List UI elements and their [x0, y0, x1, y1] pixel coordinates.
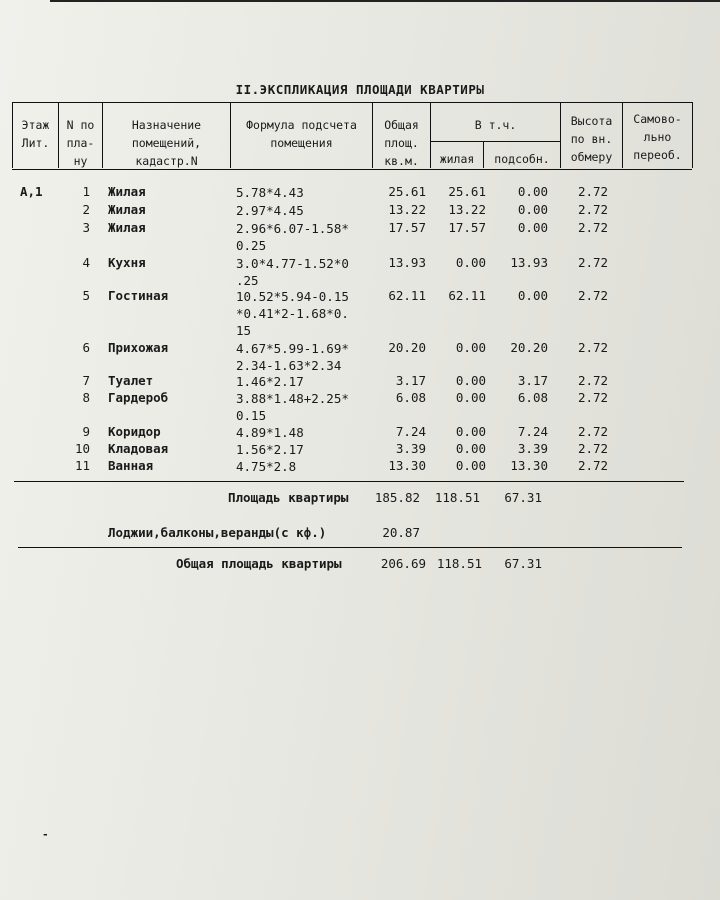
room-number: 11: [74, 458, 90, 473]
grand-total-total: 206.69: [380, 556, 426, 571]
formula-line: 0.15: [236, 408, 267, 423]
room-name: Жилая: [108, 220, 146, 235]
header-floor: Этаж Лит.: [21, 118, 50, 150]
room-formula: [236, 458, 296, 475]
room-formula: [236, 424, 304, 441]
room-name: Жилая: [108, 184, 146, 199]
room-living-area: 13.22: [448, 202, 486, 217]
room-living-area: 0.00: [455, 424, 486, 439]
room-auxiliary-area: 7.24: [517, 424, 548, 439]
room-formula: [236, 288, 349, 339]
top-edge-line: [50, 0, 720, 2]
room-living-area: 0.00: [455, 390, 486, 405]
room-height: 2.72: [577, 373, 609, 388]
room-number: 2: [82, 202, 90, 217]
document-title: II.ЭКСПЛИКАЦИЯ ПЛОЩАДИ КВАРТИРЫ: [235, 82, 485, 97]
room-total-area: 17.57: [388, 220, 426, 235]
room-number: 9: [82, 424, 90, 439]
room-living-area: 0.00: [455, 458, 486, 473]
header-formula: Формула подсчета помещения: [246, 118, 357, 150]
room-number: 7: [82, 373, 90, 388]
room-height: 2.72: [577, 390, 609, 405]
apartment-area-living: 118.51: [434, 490, 480, 505]
formula-line: 4.67*5.99-1.69*: [236, 341, 349, 356]
margin-mark: -: [42, 828, 49, 841]
formula-line: 1.46*2.17: [236, 374, 304, 389]
header-auxiliary: подсобн.: [494, 152, 550, 166]
room-height: 2.72: [577, 184, 609, 199]
header-plan-no: N по пла- ну: [66, 118, 95, 168]
room-total-area: 13.22: [388, 202, 426, 217]
room-total-area: 25.61: [388, 184, 426, 199]
room-total-area: 13.93: [388, 255, 426, 270]
apartment-area-total: 185.82: [374, 490, 420, 505]
room-living-area: 17.57: [448, 220, 486, 235]
formula-line: 0.25: [236, 238, 267, 253]
header-unauthorized: Самово- льно переоб.: [633, 112, 682, 162]
room-height: 2.72: [577, 220, 609, 235]
room-number: 8: [82, 390, 90, 405]
header-subdivider: [430, 141, 560, 142]
room-name: Кладовая: [108, 441, 169, 456]
room-auxiliary-area: 0.00: [517, 184, 548, 199]
room-auxiliary-area: 3.39: [517, 441, 548, 456]
room-name: Кухня: [108, 255, 146, 270]
room-formula: [236, 255, 349, 289]
grand-total-living: 118.51: [436, 556, 482, 571]
formula-line: 3.88*1.48+2.25*: [236, 391, 349, 406]
formula-line: 5.78*4.43: [236, 185, 304, 200]
room-living-area: 0.00: [455, 373, 486, 388]
room-formula: [236, 390, 349, 424]
header-including: В т.ч.: [474, 118, 517, 132]
divider-line: [14, 481, 684, 482]
formula-line: 2.97*4.45: [236, 203, 304, 218]
room-auxiliary-area: 20.20: [510, 340, 548, 355]
room-number: 4: [82, 255, 90, 270]
room-height: 2.72: [577, 255, 609, 270]
room-height: 2.72: [577, 441, 609, 456]
floor-label: А,1: [20, 184, 43, 199]
room-height: 2.72: [577, 458, 609, 473]
room-total-area: 62.11: [388, 288, 426, 303]
formula-line: 10.52*5.94-0.15: [236, 289, 349, 304]
room-formula: [236, 184, 304, 201]
room-height: 2.72: [577, 424, 609, 439]
room-living-area: 0.00: [455, 340, 486, 355]
formula-line: 15: [236, 323, 252, 338]
room-formula: [236, 220, 349, 254]
apartment-area-auxiliary: 67.31: [504, 490, 542, 505]
room-number: 6: [82, 340, 90, 355]
room-total-area: 7.24: [395, 424, 426, 439]
loggias-total: 20.87: [382, 525, 420, 540]
formula-line: 4.75*2.8: [236, 459, 297, 474]
apartment-area-label: Площадь квартиры: [228, 490, 349, 505]
header-height: Высота по вн. обмеру: [570, 114, 613, 164]
room-auxiliary-area: 13.93: [510, 255, 548, 270]
formula-line: 2.96*6.07-1.58*: [236, 221, 349, 236]
formula-line: 3.0*4.77-1.52*0: [236, 256, 349, 271]
room-height: 2.72: [577, 202, 609, 217]
room-living-area: 0.00: [455, 255, 486, 270]
room-total-area: 3.39: [395, 441, 426, 456]
grand-total-auxiliary: 67.31: [504, 556, 542, 571]
room-number: 1: [82, 184, 90, 199]
room-name: Жилая: [108, 202, 146, 217]
room-auxiliary-area: 0.00: [517, 220, 548, 235]
room-name: Гостиная: [108, 288, 169, 303]
room-height: 2.72: [577, 288, 609, 303]
room-name: Прихожая: [108, 340, 169, 355]
room-formula: [236, 373, 304, 390]
room-name: Гардероб: [108, 390, 169, 405]
room-formula: [236, 340, 349, 374]
divider-line: [18, 547, 682, 548]
room-name: Туалет: [108, 373, 154, 388]
room-total-area: 3.17: [395, 373, 426, 388]
room-name: Ванная: [108, 458, 154, 473]
room-total-area: 6.08: [395, 390, 426, 405]
header-divider: [692, 102, 693, 168]
room-auxiliary-area: 0.00: [517, 288, 548, 303]
room-height: 2.72: [577, 340, 609, 355]
formula-line: *0.41*2-1.68*0.: [236, 306, 349, 321]
room-auxiliary-area: 3.17: [517, 373, 548, 388]
room-auxiliary-area: 0.00: [517, 202, 548, 217]
room-formula: [236, 202, 304, 219]
formula-line: .25: [236, 273, 259, 288]
formula-line: 2.34-1.63*2.34: [236, 358, 342, 373]
room-living-area: 25.61: [448, 184, 486, 199]
room-formula: [236, 441, 304, 458]
grand-total-label: Общая площадь квартиры: [176, 556, 342, 571]
header-total: Общая площ. кв.м.: [384, 118, 419, 168]
room-auxiliary-area: 13.30: [510, 458, 548, 473]
room-living-area: 0.00: [455, 441, 486, 456]
header-purpose: Назначение помещений, кадастр.N: [131, 118, 202, 168]
room-living-area: 62.11: [448, 288, 486, 303]
room-number: 5: [82, 288, 90, 303]
loggias-label: Лоджии,балконы,веранды(с кф.): [108, 525, 327, 540]
room-name: Коридор: [108, 424, 161, 439]
header-living: жилая: [439, 152, 475, 166]
room-auxiliary-area: 6.08: [517, 390, 548, 405]
formula-line: 4.89*1.48: [236, 425, 304, 440]
formula-line: 1.56*2.17: [236, 442, 304, 457]
room-total-area: 20.20: [388, 340, 426, 355]
room-total-area: 13.30: [388, 458, 426, 473]
room-number: 10: [74, 441, 90, 456]
room-number: 3: [82, 220, 90, 235]
